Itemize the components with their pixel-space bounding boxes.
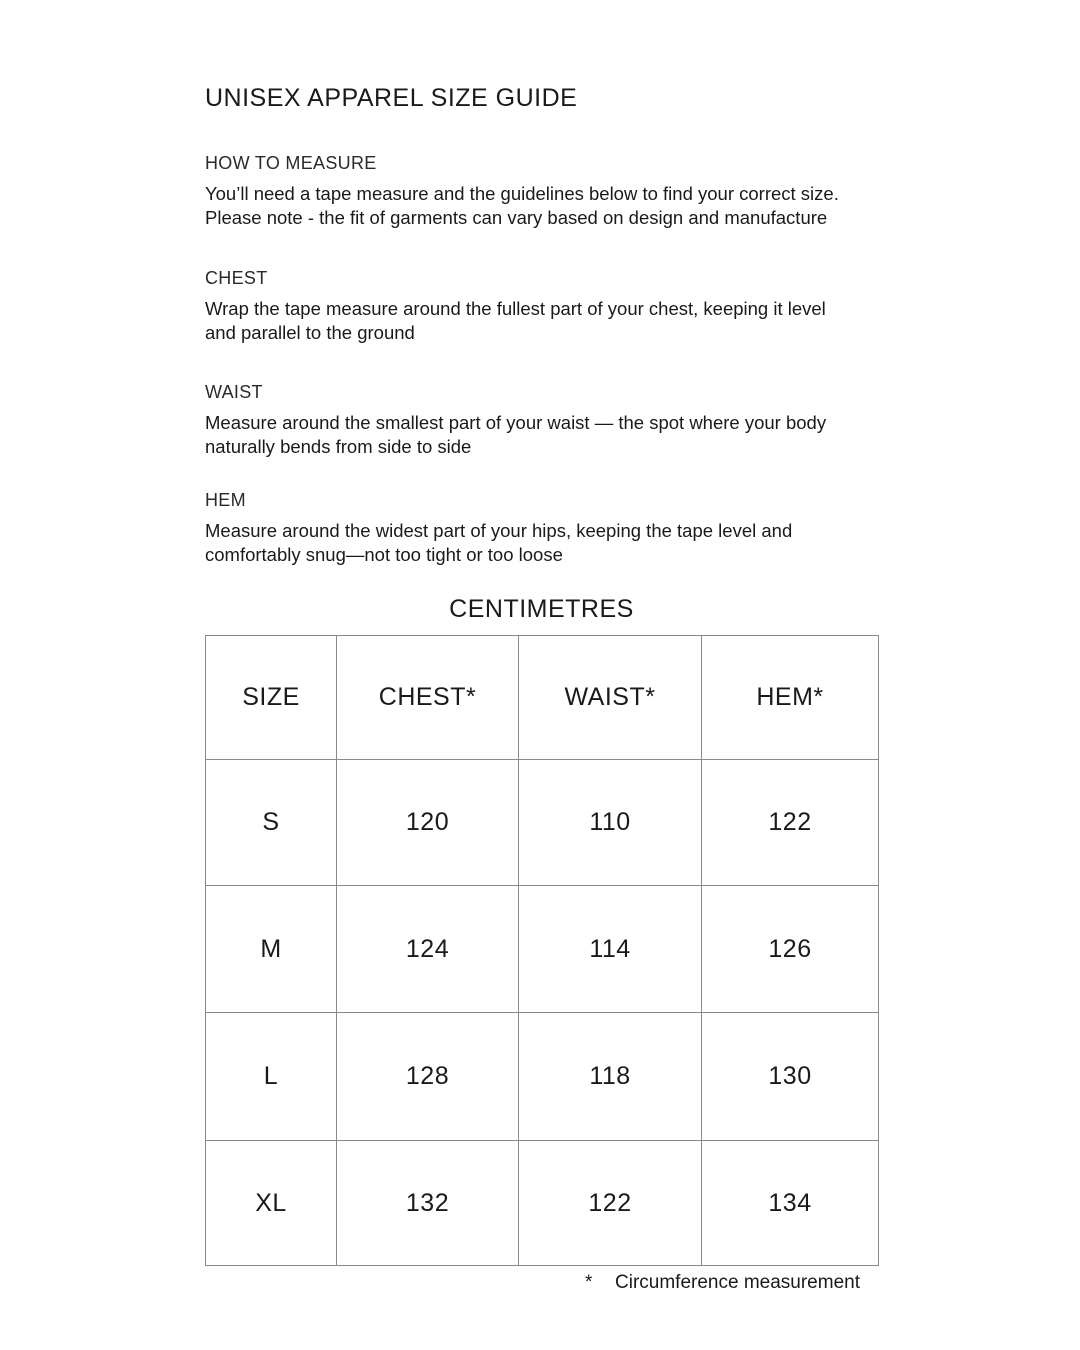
header-chest: CHEST* bbox=[337, 636, 519, 760]
cell-size: S bbox=[206, 760, 337, 886]
section-how-to-measure bbox=[205, 153, 925, 229]
table-row bbox=[206, 760, 879, 886]
table-row bbox=[206, 1141, 879, 1266]
section-line: and parallel to the ground bbox=[205, 321, 415, 343]
table-row bbox=[206, 886, 879, 1013]
section-line: comfortably snug—not too tight or too loose bbox=[205, 543, 563, 565]
section-body bbox=[205, 297, 925, 344]
footnote bbox=[585, 1272, 860, 1294]
table-header-row bbox=[206, 636, 879, 760]
section-heading: HEM bbox=[205, 490, 246, 510]
section-heading: CHEST bbox=[205, 268, 268, 288]
section-body bbox=[205, 411, 925, 458]
cell-hem: 134 bbox=[702, 1141, 879, 1266]
section-body bbox=[205, 182, 925, 229]
section-line: Measure around the widest part of your hips, keeping the tape level and bbox=[205, 520, 793, 541]
table-row bbox=[206, 1013, 879, 1141]
cell-size: L bbox=[206, 1013, 337, 1141]
cell-hem: 122 bbox=[702, 760, 879, 886]
header-hem: HEM* bbox=[702, 636, 879, 760]
section-waist bbox=[205, 382, 925, 458]
cell-waist: 118 bbox=[519, 1013, 702, 1141]
cell-waist: 110 bbox=[519, 760, 702, 886]
cell-hem: 126 bbox=[702, 886, 879, 1013]
cell-chest: 120 bbox=[337, 760, 519, 886]
section-body bbox=[205, 519, 925, 566]
footnote-text: Circumference measurement bbox=[615, 1272, 860, 1293]
cell-chest: 132 bbox=[337, 1141, 519, 1266]
cell-hem: 130 bbox=[702, 1013, 879, 1141]
section-heading: HOW TO MEASURE bbox=[205, 153, 377, 173]
footnote-marker: * bbox=[585, 1272, 593, 1293]
section-line: Please note - the fit of garments can vary based on design and manufacture bbox=[205, 206, 828, 228]
header-size: SIZE bbox=[206, 636, 337, 760]
cell-chest: 124 bbox=[337, 886, 519, 1013]
section-line: You’ll need a tape measure and the guidelines below to find your correct size. bbox=[205, 183, 839, 204]
page-title: UNISEX APPAREL SIZE GUIDE bbox=[205, 84, 578, 112]
cell-waist: 114 bbox=[519, 886, 702, 1013]
cell-size: M bbox=[206, 886, 337, 1013]
cell-waist: 122 bbox=[519, 1141, 702, 1266]
table-unit-title: CENTIMETRES bbox=[449, 595, 634, 623]
header-waist: WAIST* bbox=[519, 636, 702, 760]
size-table bbox=[205, 635, 879, 1266]
section-line: Measure around the smallest part of your waist — the spot where your body bbox=[205, 412, 827, 433]
section-line: naturally bends from side to side bbox=[205, 435, 472, 457]
cell-size: XL bbox=[206, 1141, 337, 1266]
section-line: Wrap the tape measure around the fullest part of your chest, keeping it level bbox=[205, 298, 826, 319]
cell-chest: 128 bbox=[337, 1013, 519, 1141]
section-chest bbox=[205, 268, 925, 344]
section-hem bbox=[205, 490, 925, 566]
section-heading: WAIST bbox=[205, 382, 263, 402]
